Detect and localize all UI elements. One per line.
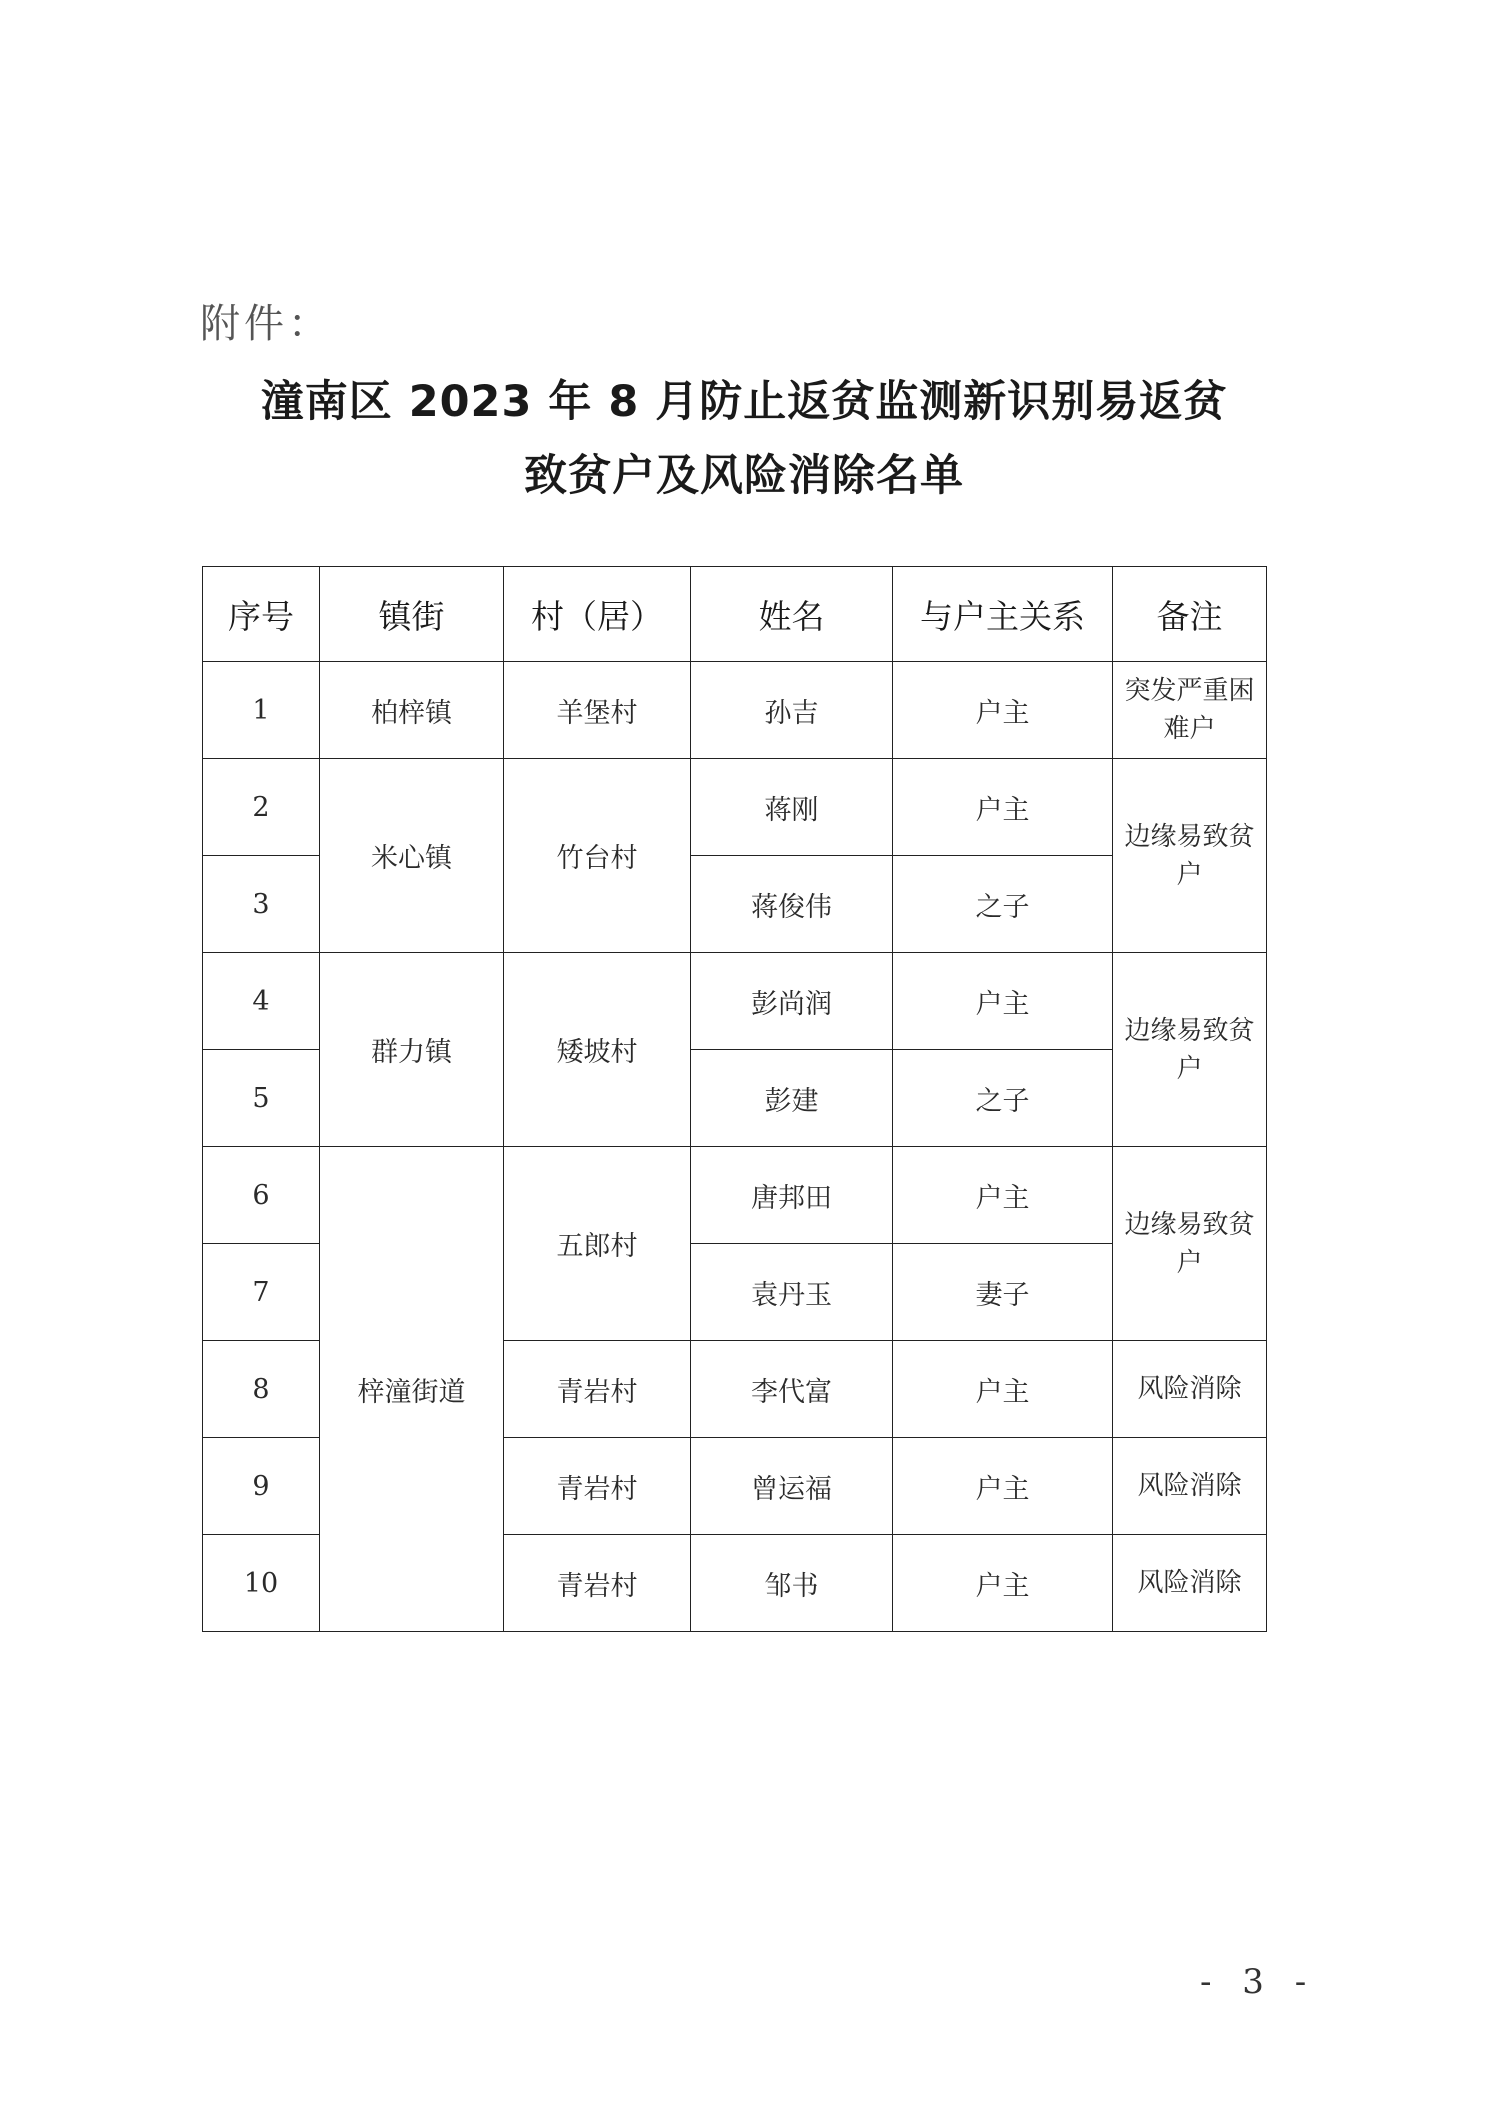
cell-village: 青岩村 — [504, 1535, 691, 1632]
cell-no: 10 — [203, 1535, 320, 1632]
cell-town: 群力镇 — [320, 953, 504, 1147]
cell-note: 边缘易致贫户 — [1113, 759, 1267, 953]
cell-name: 李代富 — [691, 1341, 893, 1438]
cell-relation: 妻子 — [893, 1244, 1113, 1341]
table-header-row — [203, 567, 1267, 662]
attachment-label: 附件： — [200, 301, 332, 347]
cell-village: 竹台村 — [504, 759, 691, 953]
cell-name: 唐邦田 — [691, 1147, 893, 1244]
cell-village: 五郎村 — [504, 1147, 691, 1341]
table-row — [203, 759, 1267, 856]
cell-note: 突发严重困难户 — [1113, 662, 1267, 759]
table-row — [203, 662, 1267, 759]
cell-village: 羊堡村 — [504, 662, 691, 759]
cell-no: 6 — [203, 1147, 320, 1244]
cell-relation: 户主 — [893, 1147, 1113, 1244]
cell-relation: 之子 — [893, 1050, 1113, 1147]
cell-village: 矮坡村 — [504, 953, 691, 1147]
cell-town: 米心镇 — [320, 759, 504, 953]
cell-no: 5 — [203, 1050, 320, 1147]
cell-relation: 户主 — [893, 662, 1113, 759]
cell-town: 梓潼街道 — [320, 1147, 504, 1632]
cell-village: 青岩村 — [504, 1341, 691, 1438]
cell-name: 彭尚润 — [691, 953, 893, 1050]
column-header-relation: 与户主关系 — [893, 567, 1113, 662]
cell-name: 蒋俊伟 — [691, 856, 893, 953]
cell-name: 袁丹玉 — [691, 1244, 893, 1341]
cell-relation: 户主 — [893, 1341, 1113, 1438]
cell-note: 边缘易致贫户 — [1113, 953, 1267, 1147]
column-header-town: 镇街 — [320, 567, 504, 662]
cell-no: 8 — [203, 1341, 320, 1438]
cell-note: 边缘易致贫户 — [1113, 1147, 1267, 1341]
document-title-line1: 潼南区 2023 年 8 月防止返贫监测新识别易返贫 — [260, 377, 1228, 427]
cell-no: 9 — [203, 1438, 320, 1535]
cell-name: 蒋刚 — [691, 759, 893, 856]
document-title-line2: 致贫户及风险消除名单 — [524, 451, 964, 501]
cell-name: 孙吉 — [691, 662, 893, 759]
column-header-no: 序号 — [203, 567, 320, 662]
cell-no: 2 — [203, 759, 320, 856]
cell-name: 彭建 — [691, 1050, 893, 1147]
cell-name: 曾运福 — [691, 1438, 893, 1535]
cell-no: 7 — [203, 1244, 320, 1341]
cell-no: 4 — [203, 953, 320, 1050]
cell-note: 风险消除 — [1113, 1535, 1267, 1632]
cell-no: 3 — [203, 856, 320, 953]
table-row — [203, 953, 1267, 1050]
column-header-note: 备注 — [1113, 567, 1267, 662]
column-header-name: 姓名 — [691, 567, 893, 662]
cell-relation: 户主 — [893, 759, 1113, 856]
cell-relation: 户主 — [893, 953, 1113, 1050]
cell-name: 邹书 — [691, 1535, 893, 1632]
cell-relation: 户主 — [893, 1438, 1113, 1535]
column-header-village: 村（居） — [504, 567, 691, 662]
cell-no: 1 — [203, 662, 320, 759]
household-list-table — [202, 566, 1267, 1632]
cell-relation: 之子 — [893, 856, 1113, 953]
cell-note: 风险消除 — [1113, 1438, 1267, 1535]
table-row — [203, 1147, 1267, 1244]
cell-village: 青岩村 — [504, 1438, 691, 1535]
page-number: - 3 - — [1200, 1962, 1317, 2002]
cell-town: 柏梓镇 — [320, 662, 504, 759]
cell-note: 风险消除 — [1113, 1341, 1267, 1438]
cell-relation: 户主 — [893, 1535, 1113, 1632]
